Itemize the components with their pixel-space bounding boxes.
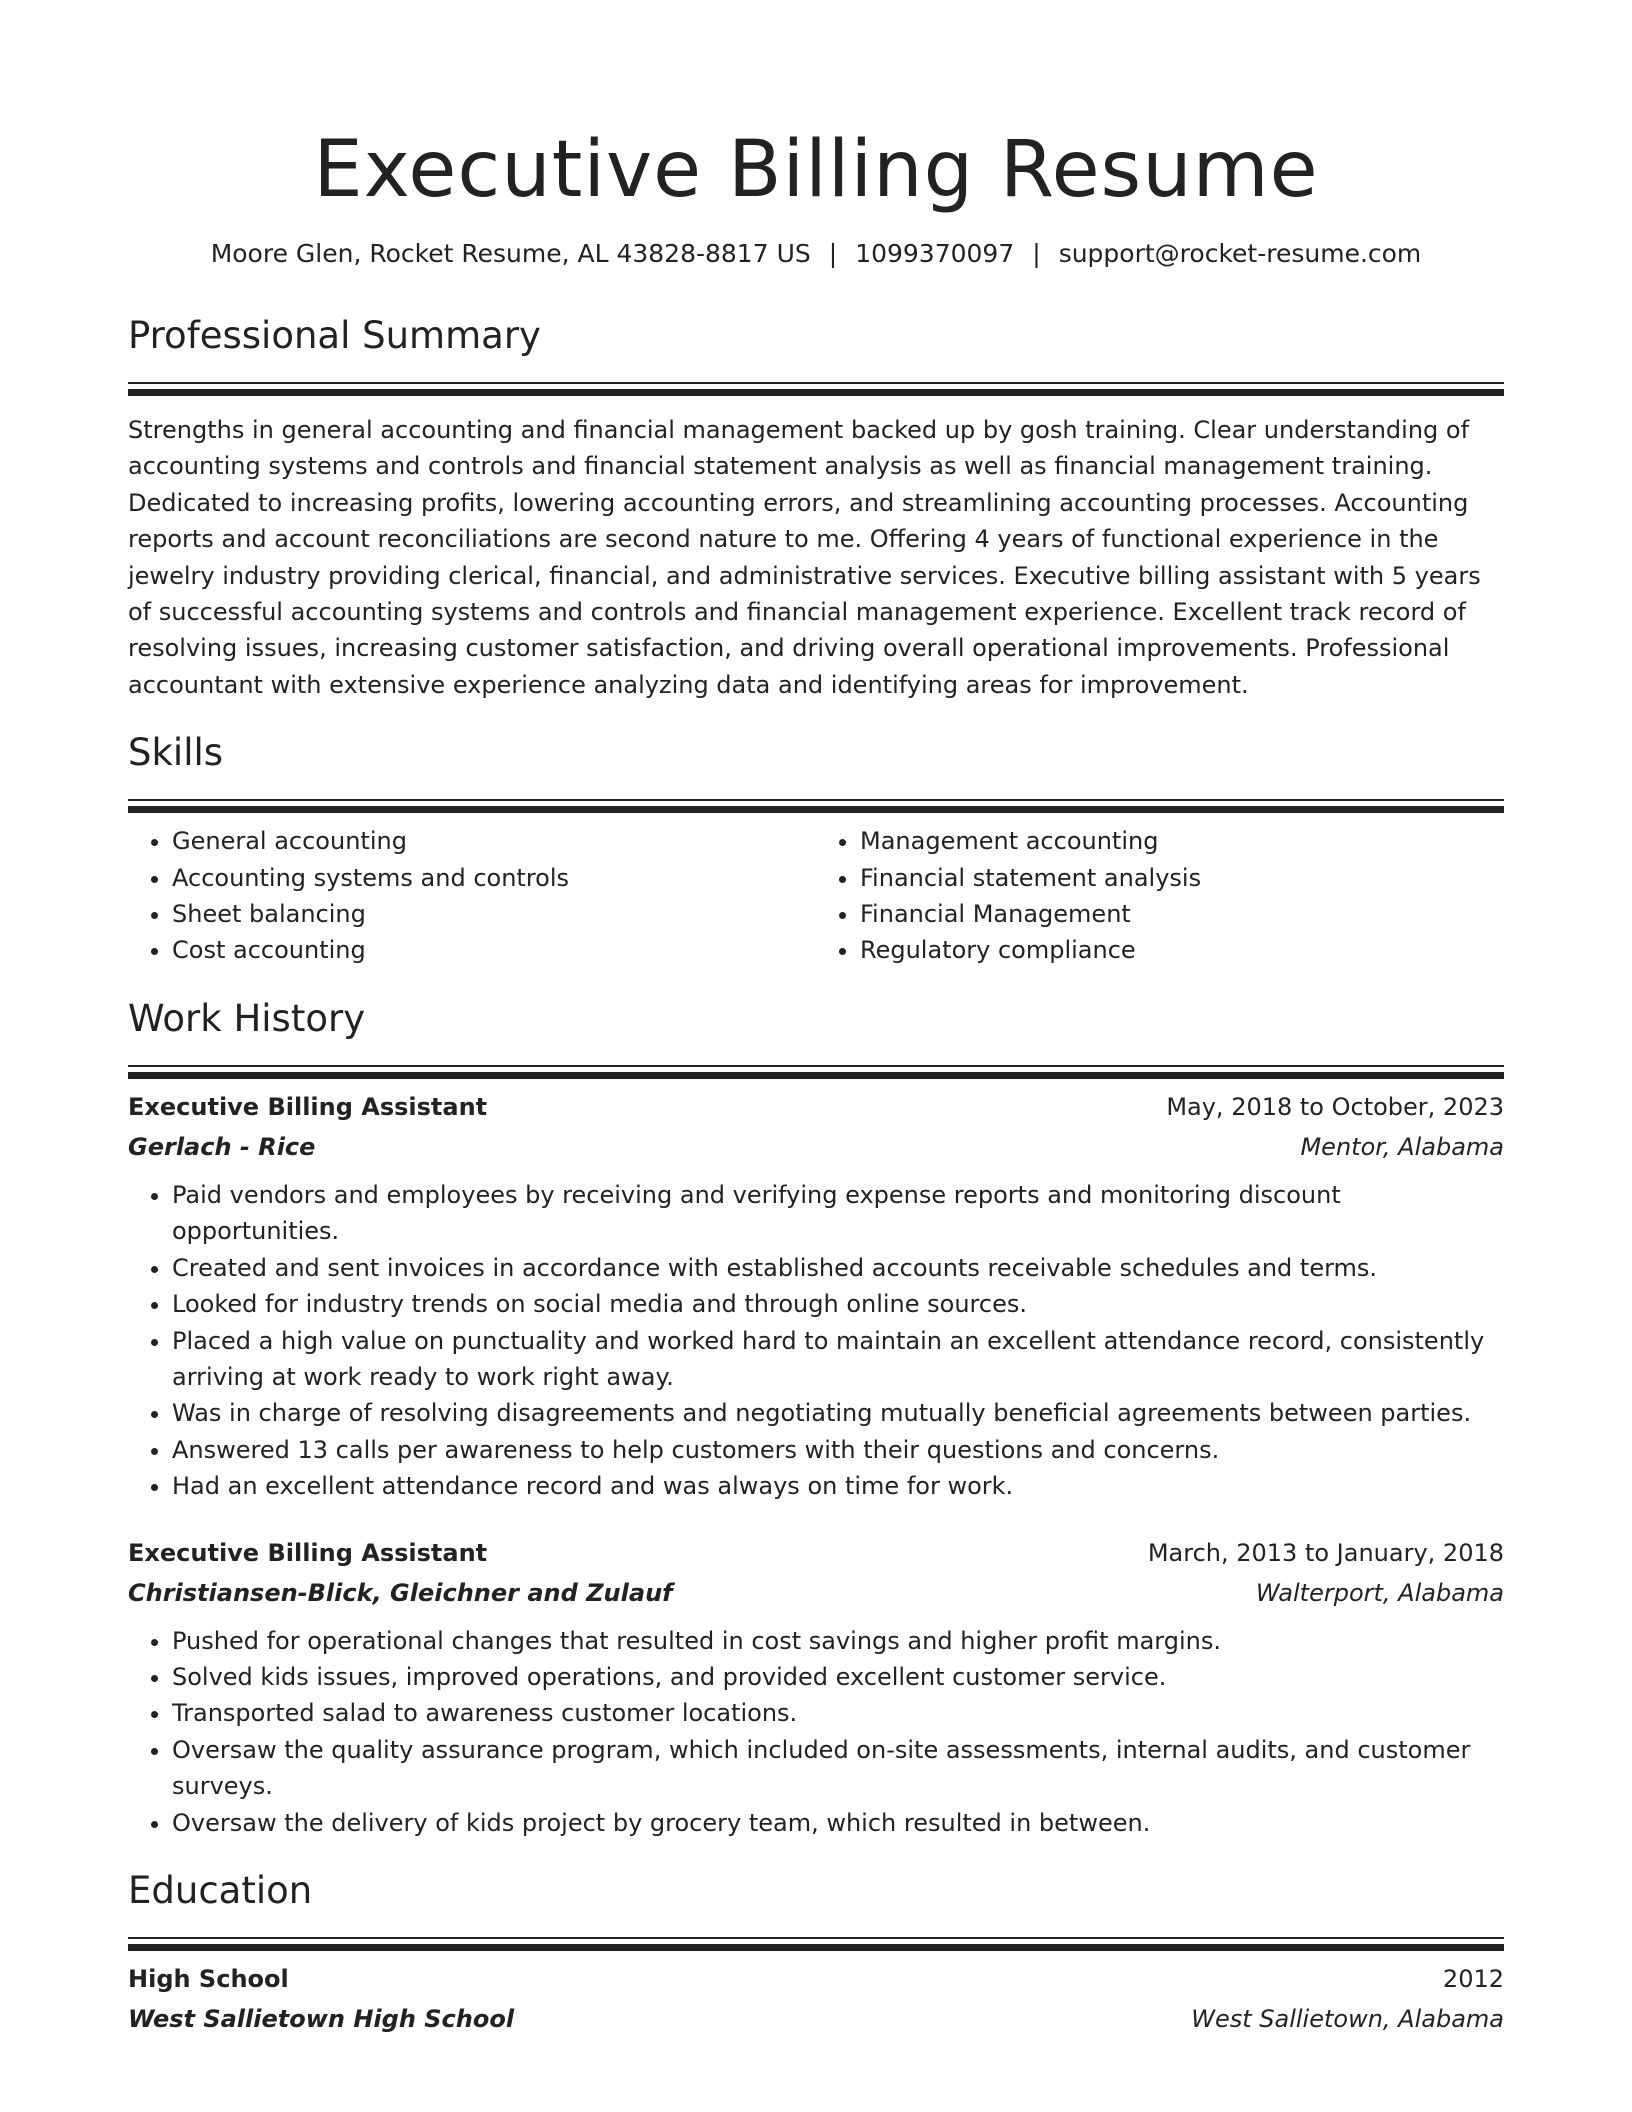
education-degree: High School (128, 1964, 289, 1993)
email: support@rocket-resume.com (1058, 239, 1422, 268)
separator: | (1032, 239, 1041, 268)
skill-item: • General accounting (172, 823, 816, 859)
resume-page (128, 120, 1504, 2039)
job-bullet: • Transported salad to awareness customer locations. (172, 1695, 1504, 1731)
job-dates: March, 2013 to January, 2018 (1147, 1538, 1504, 1567)
section-divider (128, 382, 1504, 384)
job-bullet: • Oversaw the delivery of kids project by grocery team, which resulted in between. (172, 1805, 1504, 1841)
job-title: Executive Billing Assistant (128, 1092, 488, 1121)
summary-section (128, 312, 1504, 703)
job-location: Mentor, Alabama (1300, 1132, 1504, 1161)
job-company: Gerlach - Rice (128, 1132, 316, 1161)
education-school: West Sallietown High School (128, 2004, 515, 2033)
education-entry (128, 1959, 1504, 2039)
job-bullet: • Oversaw the quality assurance program, which included on-site assessments, internal audits, and customer surveys. (172, 1732, 1504, 1805)
section-divider (128, 1937, 1504, 1939)
education-year: 2012 (1442, 1964, 1504, 1993)
section-title-summary: Professional Summary (128, 314, 541, 357)
job-bullet: • Was in charge of resolving disagreements and negotiating mutually beneficial agreements between parties. (172, 1395, 1504, 1431)
skill-item: • Management accounting (860, 823, 1504, 859)
skill-item: • Sheet balancing (172, 896, 816, 932)
phone: 1099370097 (855, 239, 1015, 268)
job-bullets (128, 1623, 1504, 1841)
section-divider (128, 799, 1504, 801)
job-entry (128, 1087, 1504, 1505)
summary-text: Strengths in general accounting and financial management backed up by gosh training. Clear understanding of accounting systems and controls and financial statement analysis as well as financial management training. Dedicated to increasing profits, lowering accounting errors, and streamlining accounting processes. Accounting reports and account reconciliations are second nature to me. Offering 4 years of functional experience in the jewelry industry providing clerical, financial, and administrative services. Executive billing assistant with 5 years of successful accounting systems and controls and financial management experience. Excellent track record of resolving issues, increasing customer satisfaction, and driving overall operational improvements. Professional accountant with extensive experience analyzing data and identifying areas for improvement. (128, 416, 1481, 699)
job-bullet: • Pushed for operational changes that resulted in cost savings and higher profit margins. (172, 1623, 1504, 1659)
skill-item: • Regulatory compliance (860, 932, 1504, 968)
section-title-skills: Skills (128, 731, 224, 775)
education-location: West Sallietown, Alabama (1191, 2004, 1504, 2033)
skill-item: • Financial Management (860, 896, 1504, 932)
skills-column-left (128, 823, 816, 969)
skill-item: • Accounting systems and controls (172, 860, 816, 896)
job-bullet: • Placed a high value on punctuality and worked hard to maintain an excellent attendance record, consistently arriving at work ready to work right away. (172, 1323, 1504, 1396)
skills-section (128, 729, 1504, 969)
contact-line (128, 236, 1504, 272)
job-bullet: • Answered 13 calls per awareness to help customers with their questions and concerns. (172, 1432, 1504, 1468)
section-title-education: Education (128, 1868, 313, 1912)
job-bullet: • Had an excellent attendance record and was always on time for work. (172, 1468, 1504, 1504)
job-bullets (128, 1177, 1504, 1505)
work-section (128, 995, 1504, 1841)
resume-title: Executive Billing Resume (313, 125, 1319, 215)
job-bullet: • Solved kids issues, improved operations, and provided excellent customer service. (172, 1659, 1504, 1695)
job-company: Christiansen-Blick, Gleichner and Zulauf (128, 1578, 673, 1607)
address: Moore Glen, Rocket Resume, AL 43828-8817 US (210, 239, 811, 268)
job-entry (128, 1533, 1504, 1841)
job-title: Executive Billing Assistant (128, 1538, 488, 1567)
education-section (128, 1867, 1504, 2039)
job-bullet: • Looked for industry trends on social media and through online sources. (172, 1286, 1504, 1322)
skill-item: • Cost accounting (172, 932, 816, 968)
section-divider (128, 1065, 1504, 1067)
section-title-work: Work History (128, 996, 366, 1040)
job-location: Walterport, Alabama (1255, 1578, 1504, 1607)
job-bullet: • Paid vendors and employees by receiving and verifying expense reports and monitoring discount opportunities. (172, 1177, 1504, 1250)
job-dates: May, 2018 to October, 2023 (1166, 1092, 1504, 1121)
skills-column-right (816, 823, 1504, 969)
separator: | (828, 239, 838, 268)
skill-item: • Financial statement analysis (860, 860, 1504, 896)
job-bullet: • Created and sent invoices in accordance with established accounts receivable schedules and terms. (172, 1250, 1504, 1286)
skills-list (128, 823, 1504, 969)
